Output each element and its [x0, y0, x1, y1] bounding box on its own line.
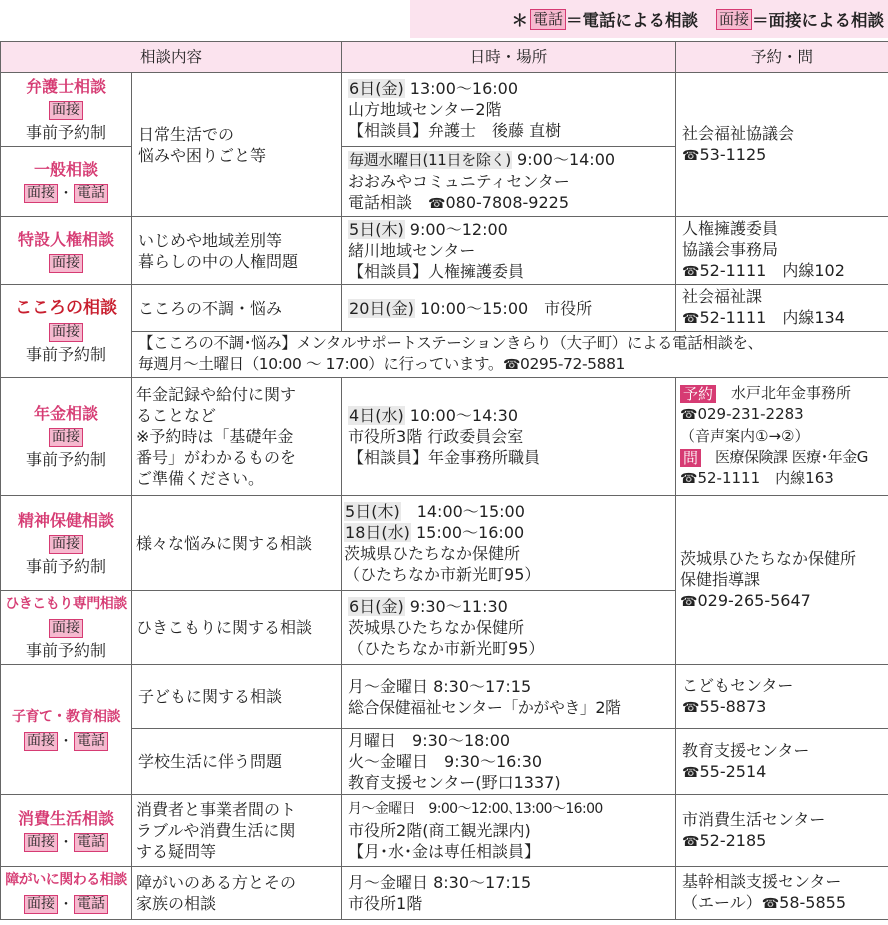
- table-row: [1, 285, 888, 332]
- date-highlight: 18日(水): [345, 523, 410, 542]
- phone-number: 080-7808-9225: [445, 192, 570, 212]
- time-text: 月～金曜日 9:00～12:00､13:00～16:00: [348, 801, 603, 817]
- place-text: 緒川地域センター: [348, 241, 476, 260]
- time-text: 火～金曜日 9:30～16:30: [348, 752, 543, 771]
- place-text: 市役所2階(商工観光課内): [348, 821, 531, 840]
- category-name: 一般相談: [33, 159, 98, 179]
- category-shohi: 消費生活相談 面接 ・ 電話: [1, 795, 132, 867]
- contact-kokoro: [676, 285, 888, 332]
- contact-org: 医療保険課 医療･年金G: [700, 448, 868, 466]
- place-text: 市役所1階: [348, 894, 423, 913]
- date-highlight: 5日(木): [345, 502, 400, 521]
- category-jinken: [1, 217, 132, 285]
- table-row: [1, 496, 888, 591]
- date-highlight: 毎週水曜日(11日を除く): [349, 150, 511, 169]
- time-text: 9:30～11:30: [404, 597, 508, 616]
- legend-bar: [410, 0, 888, 38]
- content-shogai: [132, 867, 342, 920]
- phone-icon: ☎: [680, 593, 698, 610]
- date-highlight: 6日(金): [349, 79, 404, 98]
- contact-org: 社会福祉協議会: [682, 123, 795, 143]
- contact-nenkin: [676, 378, 888, 496]
- content-line: ※予約時は「基礎年金: [136, 427, 294, 446]
- time-text: 10:00～15:00 市役所: [414, 298, 593, 318]
- meet-badge: 面接: [49, 428, 83, 447]
- datetime-shohi: [342, 795, 676, 867]
- legend-meet-text: ＝面接による相談: [752, 11, 884, 30]
- category-bengoshi: [1, 73, 132, 147]
- table-row: [1, 217, 888, 285]
- category-ippan: 一般相談 面接 ・ 電話: [1, 147, 132, 217]
- content-jinken: [132, 217, 342, 285]
- category-name: 精神保健相談: [17, 510, 114, 530]
- contact-phone: 029-231-2283: [697, 405, 804, 423]
- datetime-kosodate-2: [342, 729, 676, 795]
- table-row: [1, 332, 888, 378]
- staff-text: 【月･水･金は専任相談員】: [348, 842, 541, 861]
- contact-note: （音声案内①→②）: [680, 427, 810, 445]
- category-kokoro: [1, 285, 132, 378]
- datetime-kokoro: [342, 285, 676, 332]
- note-phone: 0295-72-5881: [520, 355, 626, 373]
- contact-org: 市消費生活センター: [682, 809, 826, 829]
- contact-org: 協議会事務局: [682, 240, 779, 259]
- contact-phone: 029-265-5647: [697, 590, 811, 610]
- phone-badge: 電話: [74, 184, 108, 203]
- content-kosodate-1: 子どもに関する相談: [132, 665, 342, 729]
- phone-badge: 電話: [74, 895, 108, 914]
- content-line: ご準備ください。: [136, 469, 265, 488]
- time-text: 月～金曜日 8:30～17:15: [348, 873, 532, 892]
- phone-icon: ☎: [761, 896, 780, 912]
- place-text: おおみやコミュニティセンター: [348, 171, 570, 191]
- consultation-table: [0, 41, 888, 920]
- content-line: 障がいのある方とその: [136, 873, 297, 892]
- time-text: 14:00～15:00: [400, 502, 525, 521]
- datetime-ippan: [342, 147, 676, 217]
- phone-icon: ☎: [682, 147, 700, 164]
- contact-jinken: [676, 217, 888, 285]
- phone-icon: ☎: [680, 471, 698, 487]
- place-text: 教育支援センター(野口1337): [348, 773, 561, 792]
- place-text: （ひたちなか市新光町95）: [344, 565, 541, 584]
- category-name: 障がいに関わる相談: [5, 872, 127, 888]
- table-row: [1, 795, 888, 867]
- table-row: [1, 729, 888, 795]
- table-row: [1, 867, 888, 920]
- place-text: 総合保健福祉センター「かがやき」2階: [348, 697, 621, 717]
- datetime-jinken: [342, 217, 676, 285]
- date-highlight: 4日(水): [349, 406, 404, 425]
- meet-badge: 面接: [49, 254, 83, 273]
- table-header-row: [1, 42, 888, 73]
- content-nenkin: [132, 378, 342, 496]
- contact-shogai: [676, 867, 888, 920]
- staff-text: 【相談員】年金事務所職員: [348, 448, 541, 467]
- category-name: 消費生活相談: [17, 808, 114, 828]
- category-hikikomori: [1, 591, 132, 665]
- contact-ext: 内線102: [766, 261, 845, 280]
- place-text: 市役所3階 行政委員会室: [348, 427, 524, 446]
- meet-badge: 面接: [49, 535, 83, 554]
- datetime-seishin: [342, 496, 676, 591]
- contact-phone: 55-2514: [699, 761, 767, 781]
- place-text: 山方地域センター2階: [348, 100, 502, 119]
- place-text: 茨城県ひたちなか保健所: [348, 618, 525, 637]
- legend-phone-text: ＝電話による相談: [565, 11, 698, 30]
- contact-org: こどもセンター: [682, 675, 794, 695]
- date-highlight: 6日(金): [349, 597, 404, 616]
- contact-hoken: [676, 496, 888, 665]
- meet-badge: 面接: [49, 101, 83, 120]
- content-line: する疑問等: [136, 842, 217, 861]
- phone-badge: 電話: [74, 732, 108, 751]
- phone-icon: ☎: [682, 833, 700, 850]
- contact-phone: 53-1125: [699, 144, 767, 164]
- content-line: いじめや地域差別等: [138, 230, 283, 250]
- staff-text: 【相談員】人権擁護委員: [348, 262, 525, 281]
- contact-kosodate-2: [676, 729, 888, 795]
- category-nenkin: [1, 378, 132, 496]
- content-shared: [132, 73, 342, 217]
- ask-badge: 問: [680, 449, 701, 467]
- contact-org: 茨城県ひたちなか保健所: [680, 548, 857, 568]
- reserve-note: 事前予約制: [25, 641, 106, 660]
- content-line: 家族の相談: [136, 894, 217, 913]
- contact-phone: 55-8873: [699, 696, 767, 716]
- date-highlight: 5日(木): [349, 220, 404, 239]
- time-text: 13:00～16:00: [404, 79, 518, 98]
- meet-badge: 面接: [49, 619, 83, 638]
- category-name: 年金相談: [33, 404, 98, 423]
- phone-icon: ☎: [682, 699, 700, 716]
- time-text: 15:00～16:00: [410, 523, 525, 542]
- header-content: 相談内容: [1, 42, 342, 73]
- meet-badge: 面接: [24, 833, 58, 852]
- legend-star: ＊: [511, 11, 528, 30]
- datetime-nenkin: [342, 378, 676, 496]
- content-line: 番号」がわかるものを: [136, 448, 297, 467]
- content-line: ラブルや消費生活に関: [136, 821, 296, 840]
- reserve-note: 事前予約制: [25, 450, 106, 469]
- content-shohi: [132, 795, 342, 867]
- legend-phone-badge: 電話: [530, 9, 566, 30]
- contact-kosodate-1: [676, 665, 888, 729]
- datetime-shogai: [342, 867, 676, 920]
- contact-shohi: [676, 795, 888, 867]
- meet-badge: 面接: [24, 895, 58, 914]
- meet-badge: 面接: [49, 323, 83, 342]
- content-kosodate-2: 学校生活に伴う問題: [132, 729, 342, 795]
- time-text: 月曜日 9:30～18:00: [348, 731, 511, 750]
- phone-icon: ☎: [682, 264, 700, 280]
- phone-icon: ☎: [680, 407, 698, 423]
- phone-label: 電話相談: [348, 192, 429, 212]
- phone-icon: ☎: [502, 357, 520, 373]
- note-line: 【こころの不調･悩み】メンタルサポートステーションきらり（大子町）による電話相談を、: [138, 334, 763, 352]
- category-shogai: 障がいに関わる相談 面接 ・ 電話: [1, 867, 132, 920]
- date-highlight: 20日(金): [349, 298, 414, 318]
- contact-org: 基幹相談支援センター: [682, 872, 842, 891]
- content-line: 年金記録や給付に関す: [136, 385, 297, 404]
- content-hikikomori: ひきこもりに関する相談: [132, 591, 342, 665]
- phone-icon: ☎: [682, 311, 700, 327]
- time-text: 9:00～14:00: [511, 149, 616, 169]
- category-name: 弁護士相談: [25, 77, 106, 96]
- legend-meet-badge: 面接: [716, 9, 752, 30]
- meet-badge: 面接: [24, 184, 58, 203]
- contact-shared: [676, 73, 888, 217]
- time-text: 月～金曜日 8:30～17:15: [348, 676, 532, 696]
- reserve-badge: 予約: [680, 385, 716, 403]
- contact-org: 人権擁護委員: [682, 219, 779, 238]
- contact-phone: 52-2185: [699, 830, 767, 850]
- contact-phone: 58-5855: [779, 893, 847, 912]
- datetime-kosodate-1: [342, 665, 676, 729]
- contact-ext: 内線134: [766, 308, 845, 327]
- reserve-note: 事前予約制: [25, 556, 106, 576]
- content-line: 暮らしの中の人権問題: [138, 251, 299, 271]
- time-text: 10:00～14:30: [404, 406, 518, 425]
- phone-icon: ☎: [682, 764, 700, 781]
- place-text: （ひたちなか市新光町95）: [348, 639, 545, 658]
- contact-phone: 52-1111: [699, 261, 767, 280]
- place-text: 茨城県ひたちなか保健所: [344, 544, 521, 563]
- contact-phone: 52-1111: [697, 469, 761, 487]
- contact-org: 保健指導課: [680, 569, 761, 589]
- reserve-note: 事前予約制: [25, 123, 106, 142]
- category-name: 特設人権相談: [17, 229, 114, 249]
- meet-badge: 面接: [24, 732, 58, 751]
- staff-text: 【相談員】弁護士 後藤 直樹: [348, 121, 562, 140]
- datetime-bengoshi: [342, 73, 676, 147]
- content-line: 日常生活での: [138, 124, 235, 144]
- content-seishin: 様々な悩みに関する相談: [132, 496, 342, 591]
- contact-org: （エール）: [682, 893, 762, 912]
- content-line: ることなど: [136, 406, 217, 425]
- content-kokoro: こころの不調・悩み: [132, 285, 342, 332]
- contact-org: 教育支援センター: [682, 740, 810, 760]
- contact-ext: 内線163: [760, 469, 834, 487]
- category-name: 子育て・教育相談: [12, 708, 120, 725]
- header-datetime: 日時・場所: [342, 42, 676, 73]
- contact-org: 社会福祉課: [682, 287, 763, 306]
- table-row: [1, 665, 888, 729]
- category-seishin: [1, 496, 132, 591]
- contact-phone: 52-1111: [699, 308, 767, 327]
- content-line: 消費者と事業者間のト: [136, 800, 297, 819]
- datetime-hikikomori: [342, 591, 676, 665]
- category-kosodate: 子育て・教育相談 面接 ・ 電話: [1, 665, 132, 795]
- table-row: [1, 73, 888, 147]
- category-name: こころの相談: [15, 297, 117, 318]
- category-name: ひきこもり専門相談: [5, 596, 127, 612]
- time-text: 9:00～12:00: [404, 220, 508, 239]
- table-row: [1, 378, 888, 496]
- kokoro-note: [132, 332, 888, 378]
- contact-org: 水戸北年金事務所: [716, 384, 852, 402]
- phone-icon: ☎: [428, 195, 446, 212]
- note-line: 毎週月～土曜日（10:00 ～ 17:00）に行っています。: [138, 355, 503, 373]
- reserve-note: 事前予約制: [25, 344, 106, 364]
- content-line: 悩みや困りごと等: [138, 145, 267, 165]
- header-contact: 予約・問: [676, 42, 888, 73]
- phone-badge: 電話: [74, 833, 108, 852]
